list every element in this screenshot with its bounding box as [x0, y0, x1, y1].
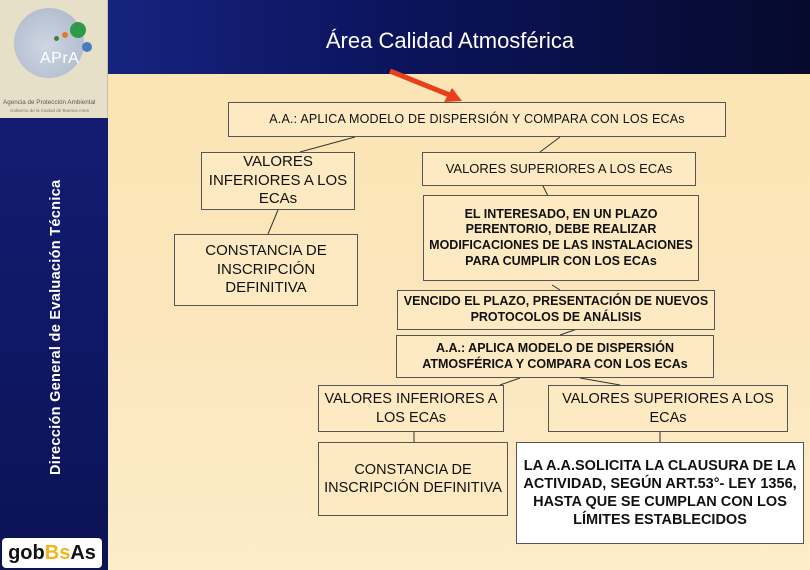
box-inferiores-2: VALORES INFERIORES A LOS ECAs	[318, 385, 504, 432]
logo-dot-green	[70, 22, 86, 38]
logo-dot-blue	[82, 42, 92, 52]
box-superiores-2: VALORES SUPERIORES A LOS ECAs	[548, 385, 788, 432]
gob-bs-as-logo	[2, 538, 102, 568]
page-title: Área Calidad Atmosférica	[325, 28, 575, 53]
brand-gob: gob	[8, 542, 45, 564]
side-label: Dirección General de Evaluación Técnica	[48, 179, 64, 475]
logo-dot-small	[54, 36, 59, 41]
box-right-superiores: VALORES SUPERIORES A LOS ECAs	[422, 152, 696, 186]
box-interesado: EL INTERESADO, EN UN PLAZO PERENTORIO, DEBE REALIZAR MODIFICACIONES DE LAS INSTALACIONES PARA CUMPLIR CON LOS ECAs	[423, 195, 699, 281]
agency-logo	[0, 0, 108, 118]
logo-dot-orange	[62, 32, 68, 38]
box-top-model: A.A.: APLICA MODELO DE DISPERSIÓN Y COMPARA CON LOS ECAs	[228, 102, 726, 137]
logo-subtitle-2: Gobierno de la Ciudad de Buenos Aires	[10, 108, 90, 113]
box-constancia-2: CONSTANCIA DE INSCRIPCIÓN DEFINITIVA	[318, 442, 508, 516]
brand-bs: Bs	[44, 542, 71, 564]
box-left-inferiores: VALORES INFERIORES A LOS ECAs	[201, 152, 355, 210]
box-vencido: VENCIDO EL PLAZO, PRESENTACIÓN DE NUEVOS PROTOCOLOS DE ANÁLISIS	[397, 290, 715, 330]
logo-text: APrA	[40, 50, 80, 67]
box-segundo-modelo: A.A.: APLICA MODELO DE DISPERSIÓN ATMOSFÉRICA Y COMPARA CON LOS ECAs	[396, 335, 714, 378]
box-left-constancia: CONSTANCIA DE INSCRIPCIÓN DEFINITIVA	[174, 234, 358, 306]
box-clausura: LA A.A.SOLICITA LA CLAUSURA DE LA ACTIVIDAD, SEGÚN ART.53°- LEY 1356, HASTA QUE SE CUMPLAN CON LOS LÍMITES ESTABLECIDOS	[516, 442, 804, 544]
brand-as: As	[70, 542, 96, 564]
logo-subtitle: Agencia de Protección Ambiental	[3, 99, 96, 106]
